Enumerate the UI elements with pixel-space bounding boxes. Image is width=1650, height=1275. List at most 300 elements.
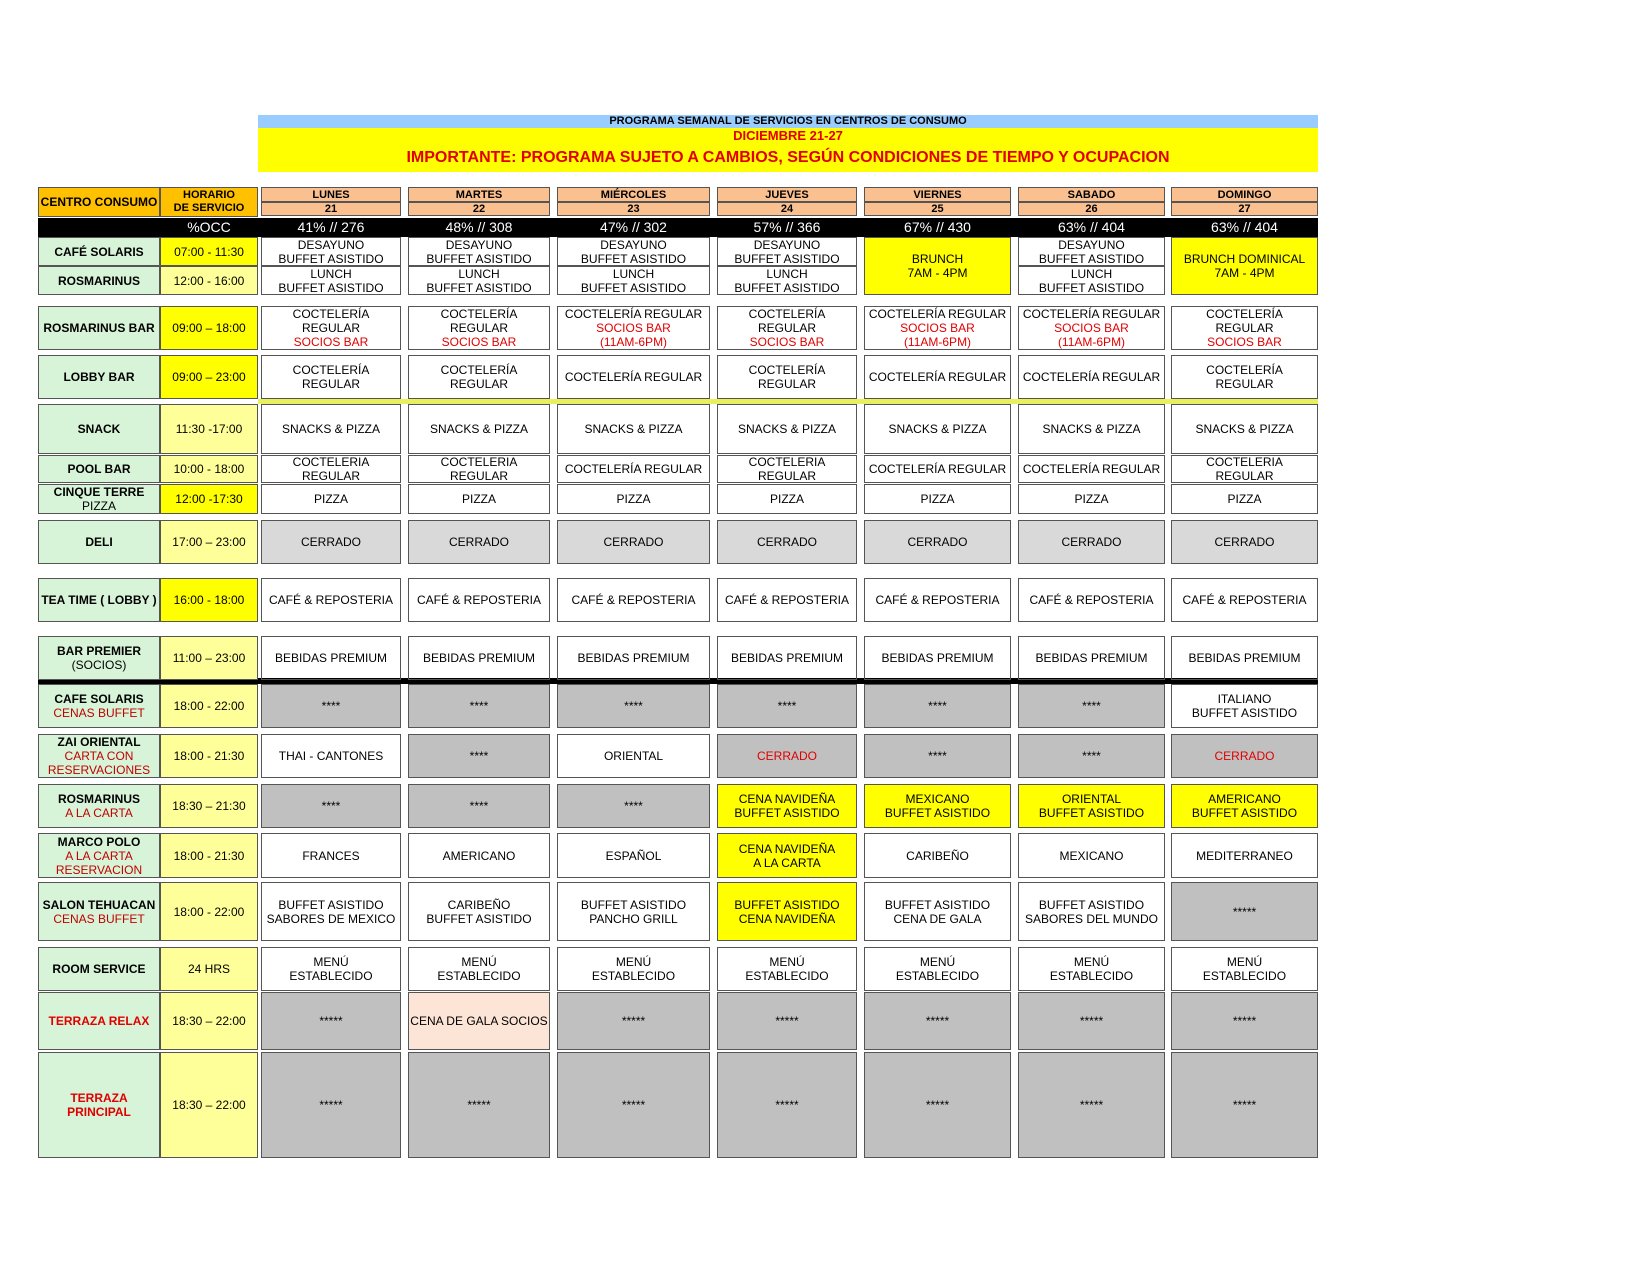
cell-text: PIZZA [313,492,348,506]
schedule-cell [717,992,857,1050]
schedule-cell [408,684,550,728]
schedule-cell [864,520,1011,564]
venue-name-rosmarinus [38,266,160,295]
schedule-cell [408,578,550,622]
cell-text: AMERICANO [1208,792,1281,806]
service-hours [160,306,258,350]
cell-text: ***** [1232,904,1257,919]
cell-text: CERRADO [448,535,509,549]
cell-text: COCTELERIA [440,455,518,469]
cell-text: REGULAR [449,321,508,335]
cell-text: BUFFET ASISTIDO [1038,280,1145,295]
cell-text: (11AM-6PM) [599,335,668,349]
cell-text: ***** [1232,1098,1257,1112]
cell-text: COCTELERÍA REGULAR [564,370,703,384]
cell-text: COCTELERÍA REGULAR [1022,370,1161,384]
venue-name-line: CENAS BUFFET [53,706,145,720]
cell-text: MENÚ [1073,955,1110,969]
schedule-cell [1018,784,1165,828]
cell-text: 16:00 - 18:00 [173,593,245,607]
cell-text: ESTABLECIDO [591,969,676,983]
schedule-cell [1018,484,1165,514]
cell-text: SABORES DE MEXICO [266,911,396,926]
venue-name-room-service [38,947,160,991]
cell-text: FRANCES [302,848,360,863]
schedule-cell [557,237,710,266]
cell-text: BUFFET ASISTIDO [1191,806,1298,820]
cell-text: REGULAR [301,377,360,391]
cell-text: **** [1082,699,1101,713]
service-hours [160,455,258,483]
cell-text: BUFFET ASISTIDO [278,897,384,912]
schedule-cell [557,404,710,454]
day-number: 24 [717,202,857,216]
venue-name-terraza-relax [38,992,160,1050]
schedule-cell [864,455,1011,483]
cell-text: REGULAR [757,377,816,391]
day-number: 27 [1171,202,1318,216]
schedule-cell [864,355,1011,399]
venue-name-lobby-bar [38,355,160,399]
schedule-cell [261,636,401,680]
cell-text: COCTELERÍA [1206,363,1283,377]
cell-text: BRUNCH [911,252,964,266]
schedule-cell [717,684,857,728]
venue-name-line: (SOCIOS) [71,658,127,672]
cell-text: BEBIDAS PREMIUM [422,651,536,665]
cell-text: SOCIOS BAR [1054,321,1129,335]
cell-text: ESTABLECIDO [1049,969,1134,983]
schedule-cell [1171,455,1318,483]
cell-text: **** [321,799,341,813]
cell-text: CERRADO [300,535,361,549]
schedule-cell [261,404,401,454]
cell-text: COCTELERIA [1206,455,1283,469]
venue-name-line: CAFE SOLARIS [54,692,144,706]
cell-text: ORIENTAL [603,749,664,763]
cell-text: REGULAR [449,469,508,483]
date-range: DICIEMBRE 21-27 [258,128,1318,144]
cell-text: CENA DE GALA SOCIOS [410,1014,548,1028]
cell-text: 17:00 – 23:00 [172,535,246,549]
cell-text: COCTELERIA [748,455,826,469]
cell-text: PIZZA [769,492,804,506]
venue-name-line: PIZZA [81,499,116,513]
schedule-cell [408,455,550,483]
cell-text: MENÚ [461,955,497,969]
cell-text: CAFÉ & REPOSTERIA [724,593,850,607]
cell-text: 18:30 – 22:00 [172,1014,246,1028]
venue-name-line: ROSMARINUS [57,792,140,806]
venue-name-terraza [38,1052,160,1158]
cell-text: ORIENTAL [1061,792,1122,806]
cell-text: 12:00 -17:30 [175,492,243,506]
schedule-cell [864,992,1011,1050]
day-number: 23 [557,202,710,216]
cell-text: BUFFET ASISTIDO [1191,706,1298,720]
cell-text: DESAYUNO [753,237,821,252]
cell-text: THAI - CANTONES [278,749,384,763]
cell-text: SOCIOS BAR [441,335,517,349]
schedule-cell [717,947,857,991]
schedule-cell [261,992,401,1050]
day-number: 21 [261,202,401,216]
cell-text: SOCIOS BAR [1207,335,1282,349]
schedule-cell [717,306,857,350]
venue-name-tea-time-lobby [38,578,160,622]
venue-name-rosmarinus [38,784,160,828]
cell-text: COCTELERÍA REGULAR [1022,462,1161,476]
service-hours [160,833,258,878]
cell-text: 18:30 – 21:30 [172,799,246,813]
day-header-jueves: JUEVES [717,187,857,202]
schedule-cell [557,784,710,828]
cell-text: DESAYUNO [600,237,667,252]
cell-text: MEXICANO [905,792,970,806]
cell-text: SNACKS & PIZZA [584,422,683,436]
schedule-cell [717,355,857,399]
cell-text: **** [321,699,341,713]
venue-name-line: DELI [85,535,113,549]
service-hours [160,578,258,622]
cell-text: PIZZA [616,492,651,506]
schedule-cell [557,992,710,1050]
venue-name-cafe-solaris [38,684,160,728]
occupancy-value: 57% // 366 [753,219,821,235]
cell-text: CARIBEÑO [906,848,969,863]
occupancy-value: 63% // 404 [1058,219,1125,235]
cell-text: COCTELERÍA [292,363,370,377]
cell-text: ***** [775,1014,799,1028]
cell-text: SNACKS & PIZZA [737,422,837,436]
venue-name-line: ZAI ORIENTAL [57,735,141,749]
cell-text: 18:30 – 22:00 [172,1098,246,1112]
schedule-cell [261,947,401,991]
schedule-cell [408,484,550,514]
service-hours [160,237,258,266]
schedule-cell [864,1052,1011,1158]
cell-text: REGULAR [301,321,360,335]
schedule-cell [1018,266,1165,295]
cell-text: MENÚ [1226,955,1263,969]
service-hours [160,734,258,778]
day-header-lunes: LUNES [261,187,401,202]
occupancy-value: 47% // 302 [600,219,667,235]
cell-text: BUFFET ASISTIDO [734,806,840,820]
schedule-cell [1018,306,1165,350]
service-hours [160,882,258,941]
cell-text: BRUNCH DOMINICAL [1183,252,1306,266]
schedule-cell [1171,1052,1318,1158]
cell-text: SNACKS & PIZZA [1195,422,1294,436]
cell-text: (11AM-6PM) [1057,335,1126,349]
cell-text: REGULAR [1215,377,1274,391]
venue-name-line: RESERVACIONES [47,763,151,777]
venue-name-deli [38,520,160,564]
schedule-cell [864,882,1011,941]
venue-name-line: CINQUE TERRE [53,485,145,499]
venue-name-line: CARTA CON [64,749,134,763]
schedule-cell [864,734,1011,778]
schedule-cell [1171,833,1318,878]
cell-text: CENA DE GALA [893,911,982,926]
cell-text: CERRADO [603,535,664,549]
schedule-cell [557,1052,710,1158]
cell-text: BUFFET ASISTIDO [278,280,384,295]
schedule-cell [261,734,401,778]
schedule-cell [261,882,401,941]
cell-text: LUNCH [766,266,808,281]
cell-text: SNACKS & PIZZA [281,422,381,436]
cell-text: CAFÉ & REPOSTERIA [416,593,542,607]
centro-consumo-header [38,187,160,217]
schedule-cell [408,237,550,266]
cell-text: COCTELERÍA REGULAR [868,307,1007,321]
schedule-cell [717,520,857,564]
schedule-cell [261,237,401,266]
schedule-cell [864,578,1011,622]
cell-text: **** [777,699,797,713]
schedule-cell [1171,947,1318,991]
venue-name-line: POOL BAR [67,462,131,476]
cell-text: LUNCH [1070,266,1113,281]
schedule-cell [717,734,857,778]
cell-text: 09:00 – 23:00 [172,370,246,384]
cell-text: ESTABLECIDO [437,969,521,983]
venue-name-bar-premier [38,636,160,680]
cell-text: REGULAR [1215,321,1274,335]
cell-text: PIZZA [1074,492,1109,506]
cell-text: ***** [621,1014,646,1028]
day-header-viernes: VIERNES [864,187,1011,202]
cell-text: DESAYUNO [445,237,513,252]
venue-name-marco-polo [38,833,160,878]
occupancy-value: 41% // 276 [297,219,365,235]
cell-text: REGULAR [757,469,816,483]
schedule-cell [261,355,401,399]
cell-text: ***** [319,1014,343,1028]
schedule-cell [557,520,710,564]
cell-text: SOCIOS BAR [293,335,369,349]
cell-text: AMERICANO [442,848,516,863]
schedule-cell [408,404,550,454]
cell-text: 11:00 – 23:00 [172,651,246,665]
schedule-cell [261,484,401,514]
schedule-cell [717,266,857,295]
cell-text: ***** [1079,1098,1104,1112]
cell-text: LUNCH [612,266,655,281]
venue-name-line: CAFÉ SOLARIS [54,244,144,259]
cell-text: CAFÉ & REPOSTERIA [571,593,696,607]
cell-text: ***** [621,1098,646,1112]
schedule-cell [717,578,857,622]
cell-text: BEBIDAS PREMIUM [881,651,994,665]
cell-text: REGULAR [757,321,816,335]
cell-text: 24 HRS [187,962,231,976]
schedule-cell [408,734,550,778]
schedule-cell [864,947,1011,991]
cell-text: BUFFET ASISTIDO [734,897,840,912]
schedule-cell [261,306,401,350]
cell-text: ESTABLECIDO [895,969,980,983]
service-hours [160,992,258,1050]
schedule-cell [1018,734,1165,778]
cell-text: SNACKS & PIZZA [888,422,987,436]
cell-text: BEBIDAS PREMIUM [1188,651,1301,665]
cell-text: BEBIDAS PREMIUM [730,651,844,665]
cell-text: BEBIDAS PREMIUM [1035,651,1148,665]
cell-text: ***** [1232,1014,1257,1028]
cell-text: CERRADO [756,535,817,549]
schedule-cell [1171,784,1318,828]
cell-text: ***** [319,1098,343,1112]
service-hours [160,636,258,680]
cell-text: COCTELERÍA [440,363,518,377]
cell-text: CAFÉ & REPOSTERIA [1029,593,1154,607]
venue-name-line: LOBBY BAR [63,370,135,384]
cell-text: ***** [925,1098,950,1112]
venue-name-line: ROOM SERVICE [52,962,146,976]
cell-text: BUFFET ASISTIDO [580,251,687,266]
venue-name-rosmarinus-bar [38,306,160,350]
cell-text: **** [624,699,643,713]
schedule-cell [557,947,710,991]
cell-text: ITALIANO [1217,692,1272,706]
venue-name-snack [38,404,160,454]
cell-text: ***** [775,1098,799,1112]
cell-text: ESPAÑOL [605,848,662,863]
schedule-cell [1018,404,1165,454]
schedule-cell [261,784,401,828]
cell-text: BUFFET ASISTIDO [1038,897,1145,912]
cell-text: **** [928,699,947,713]
cell-text: 12:00 - 16:00 [173,273,245,288]
cell-text: COCTELERÍA [748,363,826,377]
schedule-cell [1171,355,1318,399]
schedule-cell [1171,882,1318,941]
schedule-cell [1018,455,1165,483]
cell-text: BUFFET ASISTIDO [580,280,687,295]
schedule-cell [557,833,710,878]
schedule-cell [717,1052,857,1158]
cell-text: CENA NAVIDEÑA [738,911,836,926]
occ-label: %OCC [187,219,231,235]
cell-text: ESTABLECIDO [1202,969,1287,983]
cell-text: 18:00 - 21:30 [173,848,245,863]
cell-text: CARIBEÑO [447,897,511,912]
schedule-cell [408,355,550,399]
cell-text: COCTELERIA [292,455,370,469]
cell-text: MENÚ [769,955,805,969]
cell-text: COCTELERÍA [1206,307,1283,321]
schedule-cell [1018,833,1165,878]
cell-text: **** [624,799,643,813]
cell-text: BUFFET ASISTIDO [426,911,532,926]
venue-name-line: SNACK [77,422,121,436]
cell-text: COCTELERÍA REGULAR [564,462,703,476]
schedule-cell [717,455,857,483]
venue-name-line: PRINCIPAL [67,1105,131,1119]
schedule-cell [557,484,710,514]
cell-text: BUFFET ASISTIDO [1038,251,1145,266]
schedule-cell [1018,578,1165,622]
service-hours [160,520,258,564]
horario-header [160,187,258,217]
schedule-cell [557,266,710,295]
venue-name-cinque-terre [38,484,160,514]
venue-name-cafe-solaris [38,237,160,266]
cell-text: BUFFET ASISTIDO [734,251,840,266]
day-number: 22 [408,202,550,216]
occupancy-value: 67% // 430 [904,219,971,235]
cell-text: CAFÉ & REPOSTERIA [1182,593,1307,607]
schedule-cell [717,882,857,941]
schedule-cell [864,404,1011,454]
schedule-cell [864,306,1011,350]
cell-text: SOCIOS BAR [596,321,671,335]
cell-text: BUFFET ASISTIDO [884,897,991,912]
schedule-cell [408,784,550,828]
schedule-cell [408,833,550,878]
cell-text: CAFÉ & REPOSTERIA [268,593,394,607]
service-hours [160,684,258,728]
schedule-cell [557,734,710,778]
schedule-cell [408,947,550,991]
cell-text: 18:00 - 22:00 [173,699,245,713]
cell-text: ESTABLECIDO [289,969,373,983]
cell-text: 07:00 - 11:30 [174,244,244,259]
cell-text: CERRADO [756,749,817,763]
venue-name-zai-oriental [38,734,160,778]
cell-text: PIZZA [461,492,496,506]
cell-text: REGULAR [449,377,508,391]
venue-name-pool-bar [38,455,160,483]
schedule-cell [717,784,857,828]
schedule-cell [261,833,401,878]
schedule-cell [1171,734,1318,778]
cell-text: COCTELERÍA [292,307,370,321]
program-title: PROGRAMA SEMANAL DE SERVICIOS EN CENTROS DE CONSUMO [258,115,1318,128]
centro-consumo-label: CENTRO CONSUMO [40,195,158,209]
schedule-cell [717,636,857,680]
cell-text: REGULAR [301,469,360,483]
service-hours [160,947,258,991]
cell-text: BUFFET ASISTIDO [426,251,532,266]
cell-text: ***** [467,1098,491,1112]
schedule-cell [864,636,1011,680]
schedule-cell [1171,306,1318,350]
schedule-cell [1018,684,1165,728]
cell-text: **** [469,699,489,713]
day-header-domingo: DOMINGO [1171,187,1318,202]
cell-text: BUFFET ASISTIDO [580,897,687,912]
schedule-cell [261,684,401,728]
important-notice: IMPORTANTE: PROGRAMA SUJETO A CAMBIOS, SEGÚN CONDICIONES DE TIEMPO Y OCUPACION [258,144,1318,172]
cell-text: LUNCH [310,266,352,281]
cell-text: MENÚ [313,955,349,969]
schedule-cell [408,992,550,1050]
schedule-cell [864,784,1011,828]
cell-text: BUFFET ASISTIDO [1038,806,1145,820]
cell-text: 7AM - 4PM [907,266,968,280]
cell-text: COCTELERÍA [748,307,826,321]
schedule-cell [408,882,550,941]
schedule-cell [1171,578,1318,622]
day-number: 26 [1018,202,1165,216]
cell-text: CENA NAVIDEÑA [738,841,836,856]
occupancy-value: 63% // 404 [1211,219,1278,235]
day-header-martes: MARTES [408,187,550,202]
